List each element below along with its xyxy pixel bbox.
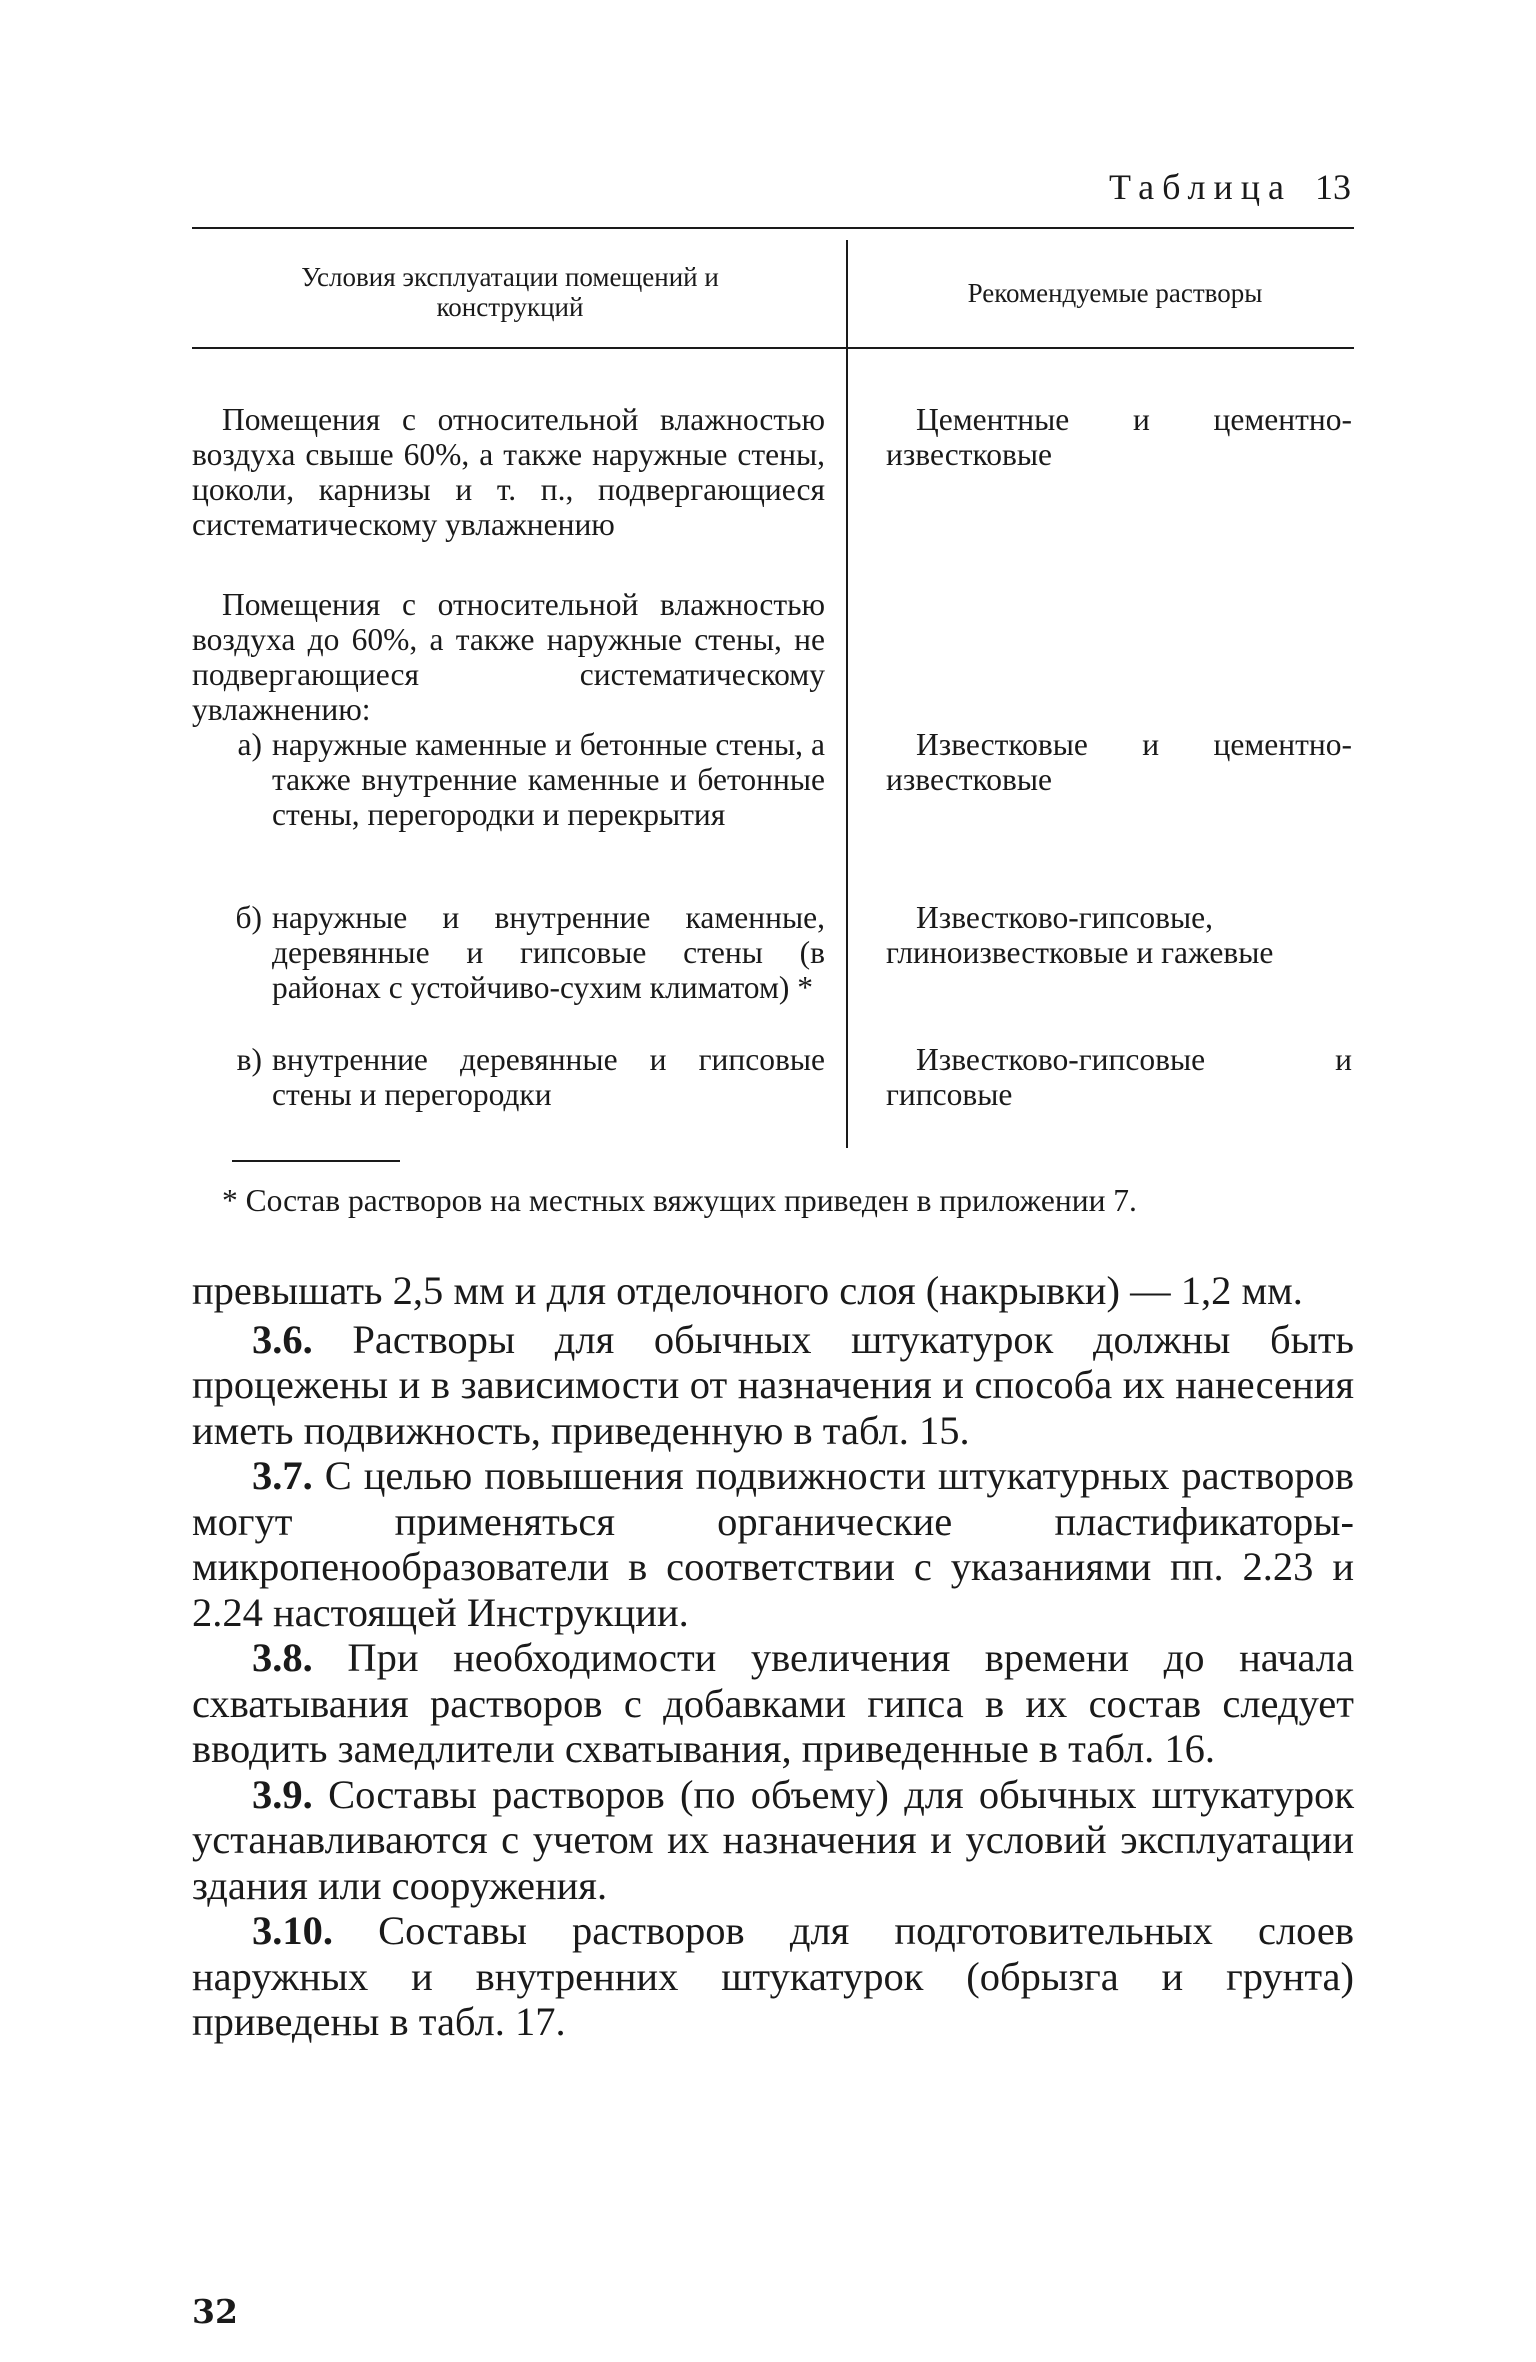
paragraph-3-8-number: 3.8. (252, 1635, 313, 1680)
item-b-mortar: Известково-гипсовые, глиноизвестковые и гажевые (886, 900, 1274, 970)
paragraph-3-6-number: 3.6. (252, 1316, 313, 1362)
paragraph-3-6 (192, 1317, 1354, 1454)
paragraph-3-7-text: С целью повышения подвижности штукатурных растворов могут применяться органические пластификаторы-микропенообразователи в соответствии с указаниями пп. 2.23 и 2.24 настоящей Инструкции. (192, 1453, 1354, 1635)
table-caption-word: Таблица (1109, 167, 1292, 207)
item-c-mortar: Известково-гипсовые и гипсовые (886, 1042, 1352, 1112)
paragraph-3-9 (192, 1772, 1354, 1909)
paragraph-3-10-text: Составы растворов для подготовительных слоев наружных и внутренних штукатурок (обрызга и грунта) приведены в табл. 17. (192, 1908, 1354, 2044)
paragraph-3-7 (192, 1453, 1354, 1635)
row-1-condition: Помещения с относительной влажностью воздуха свыше 60%, а также наружные стены, цоколи, карнизы и т. п., подвергающиеся систематическому увлажнению (192, 402, 825, 542)
group-intro: Помещения с относительной влажностью воздуха до 60%, а также наружные стены, не подвергающиеся систематическому увлажнению: (192, 587, 825, 727)
footnote-rule (232, 1160, 400, 1162)
paragraph-3-9-number: 3.9. (252, 1771, 313, 1817)
item-a-condition (192, 727, 825, 832)
page-number: 32 (192, 2292, 238, 2331)
table-caption-number: 13 (1315, 167, 1351, 207)
item-a-text: наружные каменные и бетонные стены, а также внутренние каменные и бетонные стены, перегородки и перекрытия (272, 727, 825, 832)
paragraph-3-8-text: При необходимости увеличения времени до начала схватывания растворов с добавками гипса в их состав следует вводить замедлители схватывания, приведенные в табл. 16. (192, 1635, 1354, 1771)
paragraph-3-10-number: 3.10. (252, 1908, 333, 1953)
item-c-text: внутренние деревянные и гипсовые стены и перегородки (272, 1042, 825, 1112)
table-caption (1109, 166, 1351, 208)
continuation-paragraph: превышать 2,5 мм и для отделочного слоя (накрывки) — 1,2 мм. (192, 1268, 1303, 1313)
row-1-mortar: Цементные и цементно-известковые (886, 402, 1352, 472)
table-header-rule (192, 347, 1354, 349)
item-a-marker: а) (237, 727, 262, 762)
item-b-condition (192, 900, 825, 1005)
header-mortars: Рекомендуемые растворы (967, 278, 1263, 308)
table-top-rule (192, 227, 1354, 229)
item-c-marker: в) (236, 1042, 262, 1077)
table-column-divider (846, 240, 848, 1148)
item-a-mortar: Известковые и цементно-известковые (886, 727, 1352, 797)
body-text (192, 1268, 1354, 2045)
paragraph-3-9-text: Составы растворов (по объему) для обычных штукатурок устанавливаются с учетом их назначения и условий эксплуатации здания или сооружения. (192, 1771, 1354, 1908)
item-c-condition (192, 1042, 825, 1112)
item-b-marker: б) (235, 900, 262, 935)
item-b-text: наружные и внутренние каменные, деревянные и гипсовые стены (в районах с устойчиво-сухим климатом) * (272, 900, 825, 1005)
header-conditions: Условия эксплуатации помещений и конструкций (301, 262, 719, 322)
paragraph-3-10 (192, 1908, 1354, 2045)
paragraph-3-8 (192, 1635, 1354, 1772)
paragraph-3-6-text: Растворы для обычных штукатурок должны быть процежены и в зависимости от назначения и способа их нанесения иметь подвижность, приведенную в табл. 15. (192, 1316, 1354, 1453)
paragraph-3-7-number: 3.7. (252, 1453, 313, 1498)
footnote: * Состав растворов на местных вяжущих приведен в приложении 7. (222, 1183, 1137, 1218)
